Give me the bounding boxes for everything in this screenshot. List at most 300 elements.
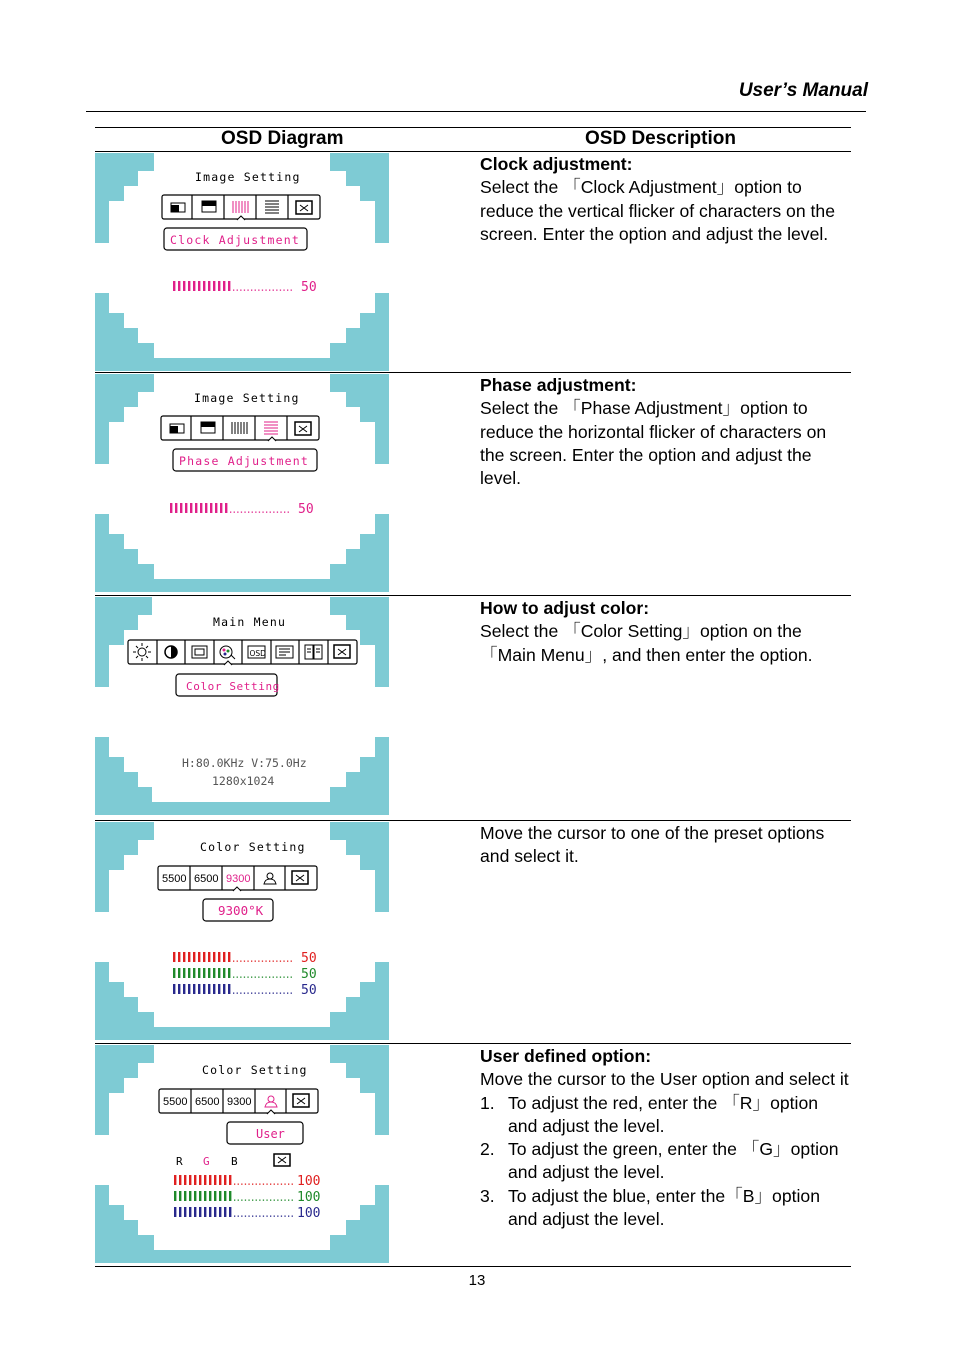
level-tick <box>208 984 210 994</box>
level-dot <box>270 512 271 513</box>
blue-level-bar <box>173 984 292 994</box>
level-dot <box>237 290 238 291</box>
level-dot <box>245 1200 246 1201</box>
level-tick <box>213 968 215 978</box>
level-dot <box>270 1200 271 1201</box>
level-dot <box>269 993 270 994</box>
steps-list <box>480 1092 852 1232</box>
level-dot <box>288 1184 289 1185</box>
level-dot <box>241 1216 242 1217</box>
level-dot <box>269 290 270 291</box>
level-tick <box>204 1175 206 1185</box>
channel-b: B <box>231 1155 238 1168</box>
level-dot <box>241 1200 242 1201</box>
level-dot <box>244 977 245 978</box>
level-dot <box>291 290 292 291</box>
red-level-bar <box>174 1175 293 1185</box>
osd-option-label: Color Setting <box>186 680 280 693</box>
level-dot <box>265 977 266 978</box>
level-dot <box>259 1184 260 1185</box>
row-rule <box>95 595 851 596</box>
level-dot <box>283 290 284 291</box>
preset-6500: 6500 <box>194 873 219 885</box>
channel-g: G <box>203 1155 210 1168</box>
osd-heading: Image Setting <box>195 170 301 184</box>
osd-option-label: 9300°K <box>218 903 264 918</box>
level-dot <box>284 1184 285 1185</box>
level-tick <box>219 1207 221 1217</box>
level-tick <box>209 1207 211 1217</box>
level-dot <box>277 1200 278 1201</box>
level-dot <box>263 1200 264 1201</box>
osd-tab-bar <box>128 640 357 664</box>
level-tick <box>198 968 200 978</box>
osd-heading: Color Setting <box>200 840 306 854</box>
level-dot <box>251 290 252 291</box>
level-dot <box>238 1200 239 1201</box>
level-tick <box>223 952 225 962</box>
level-dot <box>258 290 259 291</box>
page-number: 13 <box>468 1272 486 1289</box>
level-dot <box>252 1184 253 1185</box>
level-dot <box>266 512 267 513</box>
exit-icon <box>274 1154 290 1166</box>
level-dot <box>244 290 245 291</box>
description-phase <box>480 374 852 490</box>
level-dot <box>240 290 241 291</box>
level-tick <box>203 984 205 994</box>
level-tick <box>208 968 210 978</box>
osd-option-label: User <box>256 1127 285 1141</box>
red-level-value: 50 <box>301 951 317 966</box>
level-tick <box>219 1191 221 1201</box>
level-dot <box>237 512 238 513</box>
level-dot <box>274 1216 275 1217</box>
level-dot <box>283 961 284 962</box>
level-dot <box>248 1200 249 1201</box>
level-tick <box>193 968 195 978</box>
level-tick <box>173 984 175 994</box>
level-tick <box>213 281 215 291</box>
level-tick <box>189 1175 191 1185</box>
level-tick <box>214 1175 216 1185</box>
level-dot <box>276 977 277 978</box>
level-dot <box>244 512 245 513</box>
level-dot <box>284 1216 285 1217</box>
level-tick <box>204 1191 206 1201</box>
level-dot <box>288 512 289 513</box>
level-dot <box>273 512 274 513</box>
row-rule <box>95 372 851 373</box>
green-level-value: 100 <box>297 1190 321 1205</box>
level-dot <box>255 512 256 513</box>
osd-diagram-user-color <box>95 1045 389 1263</box>
level-dot <box>273 290 274 291</box>
row-rule <box>95 151 851 152</box>
level-dot <box>256 1200 257 1201</box>
level-tick <box>188 281 190 291</box>
level-dot <box>240 977 241 978</box>
level-dot <box>233 977 234 978</box>
osd-option-label: Clock Adjustment <box>170 233 300 247</box>
preset-9300: 9300 <box>227 1096 252 1108</box>
blue-level-bar <box>174 1207 293 1217</box>
svg-text:OSD: OSD <box>249 649 266 658</box>
level-dot <box>273 993 274 994</box>
level-dot <box>258 961 259 962</box>
level-tick <box>188 984 190 994</box>
level-dot <box>265 993 266 994</box>
level-tick <box>188 952 190 962</box>
level-dot <box>238 1184 239 1185</box>
level-tick <box>219 1175 221 1185</box>
preset-5500: 5500 <box>162 873 187 885</box>
level-dot <box>288 1216 289 1217</box>
level-dot <box>238 1216 239 1217</box>
level-dot <box>292 1200 293 1201</box>
level-dot <box>280 993 281 994</box>
level-tick <box>203 968 205 978</box>
description-clock <box>480 153 852 246</box>
level-tick <box>193 281 195 291</box>
level-dot <box>233 961 234 962</box>
level-tick <box>223 968 225 978</box>
level-dot <box>287 961 288 962</box>
level-dot <box>283 993 284 994</box>
level-dot <box>280 290 281 291</box>
blue-level-value: 100 <box>297 1206 321 1221</box>
level-dot <box>252 512 253 513</box>
level-dot <box>241 1184 242 1185</box>
column-header-diagram: OSD Diagram <box>221 128 344 149</box>
level-tick <box>225 503 227 513</box>
level-dot <box>251 961 252 962</box>
resolution-readout: 1280x1024 <box>212 774 275 788</box>
level-tick <box>179 1191 181 1201</box>
level-tick <box>180 503 182 513</box>
level-tick <box>218 968 220 978</box>
osd-heading: Color Setting <box>202 1063 308 1077</box>
level-dot <box>233 290 234 291</box>
osd-heading: Image Setting <box>194 391 300 405</box>
level-tick <box>174 1175 176 1185</box>
level-tick <box>195 503 197 513</box>
level-dot <box>284 512 285 513</box>
level-tick <box>204 1207 206 1217</box>
level-dot <box>265 290 266 291</box>
level-dot <box>284 1200 285 1201</box>
level-dot <box>280 512 281 513</box>
description-user-color <box>480 1045 852 1231</box>
level-tick <box>194 1191 196 1201</box>
level-value: 50 <box>298 502 314 517</box>
row-rule <box>95 1043 851 1044</box>
level-dot <box>263 1184 264 1185</box>
level-dot <box>248 512 249 513</box>
level-dot <box>255 961 256 962</box>
level-tick <box>173 281 175 291</box>
level-dot <box>266 1184 267 1185</box>
level-dot <box>256 1184 257 1185</box>
level-dot <box>248 1184 249 1185</box>
level-tick <box>224 1207 226 1217</box>
level-dot <box>274 1184 275 1185</box>
level-dot <box>255 977 256 978</box>
level-dot <box>259 1200 260 1201</box>
level-dot <box>262 512 263 513</box>
osd-diagram-color-preset <box>95 822 389 1040</box>
green-level-value: 50 <box>301 967 317 982</box>
level-dot <box>247 993 248 994</box>
level-dot <box>234 1216 235 1217</box>
level-tick <box>173 968 175 978</box>
osd-option-label: Phase Adjustment <box>179 454 309 468</box>
row-body: Select the 「Color Setting」option on the 「Main Menu」, and then enter the option. <box>480 621 813 665</box>
level-dot <box>262 977 263 978</box>
level-dot <box>256 1216 257 1217</box>
level-tick <box>229 1175 231 1185</box>
level-tick <box>215 503 217 513</box>
level-tick <box>209 1191 211 1201</box>
description-color-preset <box>480 822 852 869</box>
level-dot <box>277 1184 278 1185</box>
level-dot <box>280 977 281 978</box>
level-tick <box>218 952 220 962</box>
level-dot <box>281 1184 282 1185</box>
level-dot <box>292 1184 293 1185</box>
level-tick <box>214 1207 216 1217</box>
red-level-bar <box>173 952 292 962</box>
level-tick <box>178 968 180 978</box>
level-dot <box>280 961 281 962</box>
level-tick <box>190 503 192 513</box>
level-tick <box>185 503 187 513</box>
table-top-rule <box>95 127 851 128</box>
level-tick <box>213 984 215 994</box>
level-tick <box>170 503 172 513</box>
level-dot <box>255 993 256 994</box>
level-dot <box>281 1216 282 1217</box>
level-dot <box>262 290 263 291</box>
level-dot <box>265 961 266 962</box>
level-dot <box>245 1216 246 1217</box>
level-tick <box>224 1191 226 1201</box>
level-dot <box>262 961 263 962</box>
level-dot <box>241 512 242 513</box>
level-dot <box>276 993 277 994</box>
osd-diagram-phase <box>95 374 389 592</box>
level-dot <box>233 993 234 994</box>
level-tick <box>178 984 180 994</box>
channel-r: R <box>176 1155 183 1168</box>
level-tick <box>183 984 185 994</box>
level-bar <box>170 503 289 513</box>
level-dot <box>244 993 245 994</box>
level-tick <box>200 503 202 513</box>
level-tick <box>203 281 205 291</box>
level-dot <box>287 290 288 291</box>
level-tick <box>183 952 185 962</box>
green-level-bar <box>174 1191 293 1201</box>
level-tick <box>199 1191 201 1201</box>
level-dot <box>237 961 238 962</box>
level-tick <box>205 503 207 513</box>
level-tick <box>189 1207 191 1217</box>
row-body: Select the 「Phase Adjustment」option to reduce the horizontal flicker of characters on the screen. Enter the option and adjust the level. <box>480 398 827 489</box>
level-tick <box>203 952 205 962</box>
level-dot <box>255 290 256 291</box>
level-tick <box>218 281 220 291</box>
level-bar <box>173 281 292 291</box>
row-body: Move the cursor to one of the preset options and select it. <box>480 823 825 867</box>
level-tick <box>224 1175 226 1185</box>
osd-heading: Main Menu <box>213 615 287 629</box>
level-tick <box>178 952 180 962</box>
level-dot <box>262 993 263 994</box>
level-dot <box>266 1216 267 1217</box>
level-dot <box>247 290 248 291</box>
level-dot <box>273 977 274 978</box>
level-dot <box>276 290 277 291</box>
level-dot <box>245 1184 246 1185</box>
level-dot <box>237 993 238 994</box>
level-tick <box>174 1191 176 1201</box>
level-dot <box>269 977 270 978</box>
level-tick <box>174 1207 176 1217</box>
header-rule <box>86 111 866 112</box>
row-rule <box>95 1266 851 1267</box>
level-dot <box>266 1200 267 1201</box>
level-dot <box>247 977 248 978</box>
osd-diagram-main-menu <box>95 597 389 815</box>
level-dot <box>240 961 241 962</box>
manual-title: User’s Manual <box>738 80 868 101</box>
level-tick <box>194 1207 196 1217</box>
level-dot <box>274 1200 275 1201</box>
level-dot <box>291 977 292 978</box>
level-dot <box>277 512 278 513</box>
preset-6500: 6500 <box>195 1096 220 1108</box>
level-dot <box>251 993 252 994</box>
level-dot <box>287 977 288 978</box>
level-dot <box>230 512 231 513</box>
level-dot <box>276 961 277 962</box>
list-item: 2. To adjust the green, enter the 「G」option and adjust the level. <box>480 1139 839 1183</box>
blue-level-value: 50 <box>301 983 317 998</box>
level-tick <box>198 281 200 291</box>
row-body: Select the 「Clock Adjustment」option to reduce the vertical flicker of characters on the screen. Enter the option and adjust the level. <box>480 177 835 244</box>
level-tick <box>179 1207 181 1217</box>
level-dot <box>252 1216 253 1217</box>
level-dot <box>287 993 288 994</box>
description-main-menu <box>480 597 852 667</box>
green-level-bar <box>173 968 292 978</box>
level-tick <box>209 1175 211 1185</box>
frequency-readout: H:80.0KHz V:75.0Hz <box>182 756 307 770</box>
level-dot <box>237 977 238 978</box>
level-tick <box>178 281 180 291</box>
level-tick <box>228 281 230 291</box>
level-dot <box>270 1184 271 1185</box>
level-tick <box>228 984 230 994</box>
row-title: How to adjust color: <box>480 598 650 618</box>
level-dot <box>277 1216 278 1217</box>
level-dot <box>273 961 274 962</box>
level-dot <box>234 512 235 513</box>
level-tick <box>183 281 185 291</box>
list-item: 1. To adjust the red, enter the 「R」option and adjust the level. <box>480 1092 819 1136</box>
level-dot <box>258 993 259 994</box>
level-tick <box>175 503 177 513</box>
level-value: 50 <box>301 280 317 295</box>
level-tick <box>228 968 230 978</box>
level-tick <box>214 1191 216 1201</box>
level-dot <box>234 1184 235 1185</box>
level-dot <box>281 1200 282 1201</box>
level-tick <box>218 984 220 994</box>
level-tick <box>198 952 200 962</box>
level-tick <box>179 1175 181 1185</box>
level-tick <box>173 952 175 962</box>
level-tick <box>184 1175 186 1185</box>
level-dot <box>259 1216 260 1217</box>
level-dot <box>263 1216 264 1217</box>
row-rule <box>95 820 851 821</box>
level-dot <box>251 977 252 978</box>
level-dot <box>291 993 292 994</box>
level-dot <box>240 993 241 994</box>
row-title: User defined option: <box>480 1046 652 1066</box>
level-dot <box>259 512 260 513</box>
level-dot <box>283 977 284 978</box>
level-tick <box>213 952 215 962</box>
osd-diagram-clock <box>95 153 389 371</box>
level-tick <box>193 952 195 962</box>
level-tick <box>189 1191 191 1201</box>
level-tick <box>229 1191 231 1201</box>
preset-5500: 5500 <box>163 1096 188 1108</box>
row-title: Phase adjustment: <box>480 375 637 395</box>
level-tick <box>223 984 225 994</box>
row-body: Move the cursor to the User option and select it <box>480 1069 849 1090</box>
list-item: 3. To adjust the blue, enter the「B」option and adjust the level. <box>480 1185 820 1230</box>
level-dot <box>247 961 248 962</box>
level-tick <box>208 281 210 291</box>
level-tick <box>210 503 212 513</box>
level-dot <box>234 1200 235 1201</box>
level-dot <box>291 961 292 962</box>
level-tick <box>194 1175 196 1185</box>
red-level-value: 100 <box>297 1174 321 1189</box>
level-tick <box>184 1207 186 1217</box>
level-tick <box>229 1207 231 1217</box>
level-tick <box>198 984 200 994</box>
level-tick <box>228 952 230 962</box>
level-dot <box>258 977 259 978</box>
column-header-description: OSD Description <box>585 128 736 149</box>
level-dot <box>269 961 270 962</box>
level-tick <box>199 1207 201 1217</box>
level-dot <box>248 1216 249 1217</box>
level-tick <box>220 503 222 513</box>
level-tick <box>183 968 185 978</box>
level-tick <box>208 952 210 962</box>
level-dot <box>292 1216 293 1217</box>
row-title: Clock adjustment: <box>480 154 633 174</box>
level-tick <box>199 1175 201 1185</box>
level-tick <box>184 1191 186 1201</box>
level-dot <box>288 1200 289 1201</box>
